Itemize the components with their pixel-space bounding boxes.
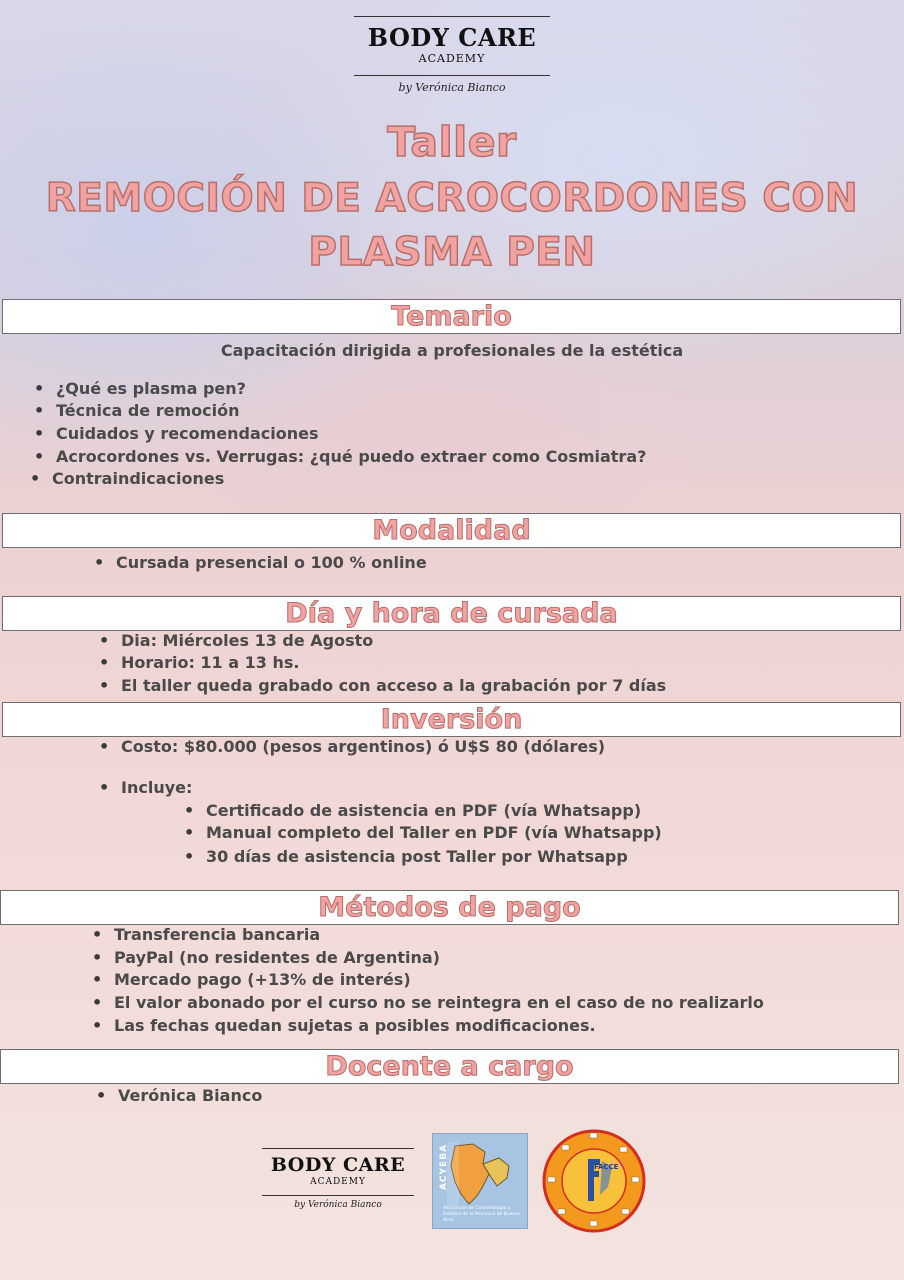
acyeba-vertical-name: ACYEBA [439, 1143, 449, 1191]
footer-bodycare-logo [262, 1148, 414, 1218]
temario-item: • Cuidados y recomendaciones [56, 424, 319, 444]
inversion-include-item: • Certificado de asistencia en PDF (vía Whatsapp) [206, 801, 641, 821]
logo-subtitle: ACADEMY [418, 52, 486, 65]
section-heading-modalidad: Modalidad [2, 513, 901, 548]
docente-item: • Verónica Bianco [118, 1086, 262, 1106]
headline-title-line2: PLASMA PEN [308, 230, 596, 275]
section-heading-pago: Métodos de pago [0, 890, 899, 925]
facce-center-label: FACCE [594, 1163, 619, 1171]
cursada-item: • Horario: 11 a 13 hs. [121, 653, 299, 673]
inversion-includes-label: • Incluye: [121, 778, 192, 798]
footer-logo-subtitle: ACADEMY [310, 1177, 366, 1187]
footer-logo-signature: by Verónica Bianco [294, 1200, 382, 1210]
pago-item: • Mercado pago (+13% de interés) [114, 970, 411, 990]
pago-item: • PayPal (no residentes de Argentina) [114, 948, 440, 968]
acyeba-caption: Asociación de Cosmetología y Estética de la Provincia de Buenos Aires [443, 1206, 521, 1223]
facce-logo [542, 1129, 646, 1233]
pago-item: • Transferencia bancaria [114, 925, 320, 945]
modalidad-item: • Cursada presencial o 100 % online [116, 553, 427, 573]
header-logo [354, 16, 550, 100]
section-heading-temario: Temario [2, 299, 901, 334]
headline-title-line1: REMOCIÓN DE ACROCORDONES CON [45, 176, 859, 221]
temario-item: • Contraindicaciones [52, 469, 224, 489]
inversion-include-item: • Manual completo del Taller en PDF (vía Whatsapp) [206, 823, 662, 843]
facce-seal-icon [542, 1129, 646, 1233]
temario-item: • Acrocordones vs. Verrugas: ¿qué puedo extraer como Cosmiatra? [56, 447, 646, 467]
cursada-item: • El taller queda grabado con acceso a la grabación por 7 días [121, 676, 666, 696]
logo-title: BODY CARE [367, 23, 537, 52]
pago-item: • El valor abonado por el curso no se reintegra en el caso de no realizarlo [114, 993, 764, 1013]
footer-logo-title: BODY CARE [270, 1154, 406, 1176]
facce-ring-text [542, 1225, 646, 1226]
inversion-include-item: • 30 días de asistencia post Taller por Whatsapp [206, 847, 628, 867]
temario-item: • Técnica de remoción [56, 401, 239, 421]
section-heading-docente: Docente a cargo [0, 1049, 899, 1084]
inversion-cost: • Costo: $80.000 (pesos argentinos) ó U$S 80 (dólares) [121, 737, 605, 757]
temario-item: • ¿Qué es plasma pen? [56, 379, 246, 399]
acyeba-logo [432, 1133, 528, 1229]
temario-intro: Capacitación dirigida a profesionales de la estética [220, 341, 684, 360]
headline-taller: Taller [387, 118, 517, 166]
section-heading-inversion: Inversión [2, 702, 901, 737]
logo-signature: by Verónica Bianco [398, 81, 506, 94]
section-heading-cursada: Día y hora de cursada [2, 596, 901, 631]
pago-item: • Las fechas quedan sujetas a posibles modificaciones. [114, 1016, 596, 1036]
cursada-item: • Dia: Miércoles 13 de Agosto [121, 631, 373, 651]
